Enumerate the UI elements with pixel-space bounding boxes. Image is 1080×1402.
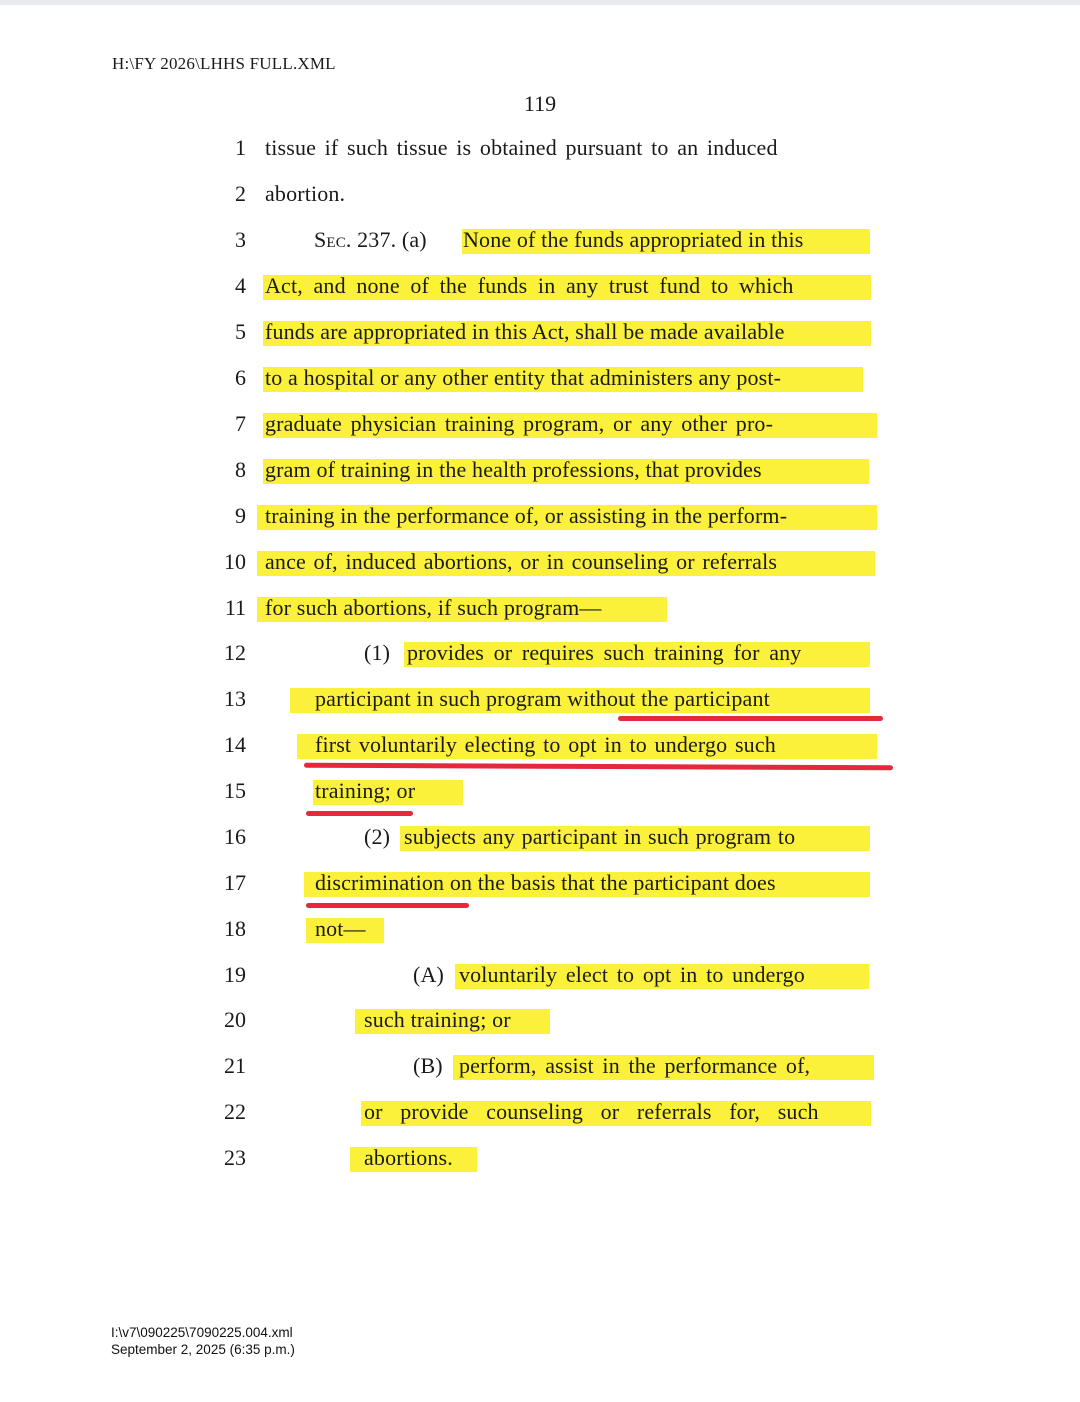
line-15	[0, 776, 1080, 822]
line-text: provides or requires such training for any	[407, 640, 802, 665]
paragraph-marker: (B)	[413, 1053, 449, 1078]
line-1	[0, 133, 1080, 179]
line-text: subjects any participant in such program to	[404, 824, 796, 849]
line-number: 10	[224, 549, 246, 574]
line-18	[0, 914, 1080, 960]
line-number: 14	[224, 732, 246, 757]
line-11	[0, 593, 1080, 639]
section-prefix	[314, 225, 432, 255]
document-footer	[111, 1324, 295, 1358]
document-file-path: H:\FY 2026\LHHS FULL.XML	[112, 54, 336, 73]
line-text: None of the funds appropriated in this	[463, 227, 804, 252]
line-19	[0, 960, 1080, 1006]
line-22	[0, 1097, 1080, 1143]
line-2	[0, 179, 1080, 225]
line-17	[0, 868, 1080, 914]
line-13	[0, 684, 1080, 730]
red-underline	[306, 811, 413, 816]
line-text: or provide counseling or referrals for, such	[364, 1099, 819, 1124]
line-number: 12	[224, 640, 246, 665]
line-number: 1	[235, 135, 246, 160]
line-3	[0, 225, 1080, 271]
line-number: 15	[224, 778, 246, 803]
paragraph-marker: (1)	[364, 640, 396, 665]
line-text: training in the performance of, or assisting in the perform-	[265, 503, 788, 528]
line-number: 3	[235, 227, 246, 252]
line-8	[0, 455, 1080, 501]
red-underline	[306, 903, 469, 908]
top-border	[0, 0, 1080, 5]
line-number: 7	[235, 411, 246, 436]
section-number: . 237. (a)	[345, 227, 433, 252]
line-text: graduate physician training program, or any other pro-	[265, 411, 774, 436]
line-number: 13	[224, 686, 246, 711]
section-abbrev: Sec	[314, 227, 346, 252]
line-text: training; or	[315, 778, 416, 803]
line-number: 22	[224, 1099, 246, 1124]
line-text: first voluntarily electing to opt in to undergo such	[315, 732, 776, 757]
line-number: 20	[224, 1007, 246, 1032]
line-21	[0, 1051, 1080, 1097]
paragraph-marker: (A)	[413, 962, 450, 987]
line-16	[0, 822, 1080, 868]
line-text: discrimination on the basis that the participant does	[315, 870, 776, 895]
line-7	[0, 409, 1080, 455]
line-10	[0, 547, 1080, 593]
line-text: abortions.	[364, 1145, 453, 1170]
line-text: abortion.	[265, 181, 346, 206]
footer-date: September 2, 2025 (6:35 p.m.)	[111, 1342, 295, 1357]
line-number: 8	[235, 457, 246, 482]
line-text: funds are appropriated in this Act, shall be made available	[265, 319, 785, 344]
page-number: 119	[523, 91, 557, 116]
line-text: to a hospital or any other entity that administers any post-	[265, 365, 782, 390]
line-text: gram of training in the health professions, that provides	[265, 457, 762, 482]
line-number: 9	[235, 503, 246, 528]
line-5	[0, 317, 1080, 363]
line-14	[0, 730, 1080, 776]
line-23	[0, 1143, 1080, 1189]
line-9	[0, 501, 1080, 547]
line-text: ance of, induced abortions, or in counseling or referrals	[265, 549, 778, 574]
line-number: 11	[224, 595, 246, 620]
line-number: 4	[235, 273, 246, 298]
line-number: 2	[235, 181, 246, 206]
red-underline	[618, 716, 883, 721]
line-text: tissue if such tissue is obtained pursuant to an induced	[265, 135, 778, 160]
footer-file-path: I:\v7\090225\7090225.004.xml	[111, 1325, 293, 1340]
line-number: 17	[224, 870, 246, 895]
line-20	[0, 1005, 1080, 1051]
line-text: for such abortions, if such program—	[265, 595, 602, 620]
line-number: 16	[224, 824, 246, 849]
line-text: participant in such program without the participant	[315, 686, 770, 711]
paragraph-marker: (2)	[364, 824, 396, 849]
line-number: 21	[224, 1053, 246, 1078]
line-text: perform, assist in the performance of,	[459, 1053, 811, 1078]
line-text: Act, and none of the funds in any trust fund to which	[265, 273, 794, 298]
line-number: 5	[235, 319, 246, 344]
line-number: 18	[224, 916, 246, 941]
line-text: such training; or	[364, 1007, 511, 1032]
line-text: not—	[315, 916, 366, 941]
line-12	[0, 638, 1080, 684]
line-number: 6	[235, 365, 246, 390]
line-4	[0, 271, 1080, 317]
line-6	[0, 363, 1080, 409]
line-text: voluntarily elect to opt in to undergo	[459, 962, 805, 987]
line-number: 19	[224, 962, 246, 987]
line-number: 23	[224, 1145, 246, 1170]
